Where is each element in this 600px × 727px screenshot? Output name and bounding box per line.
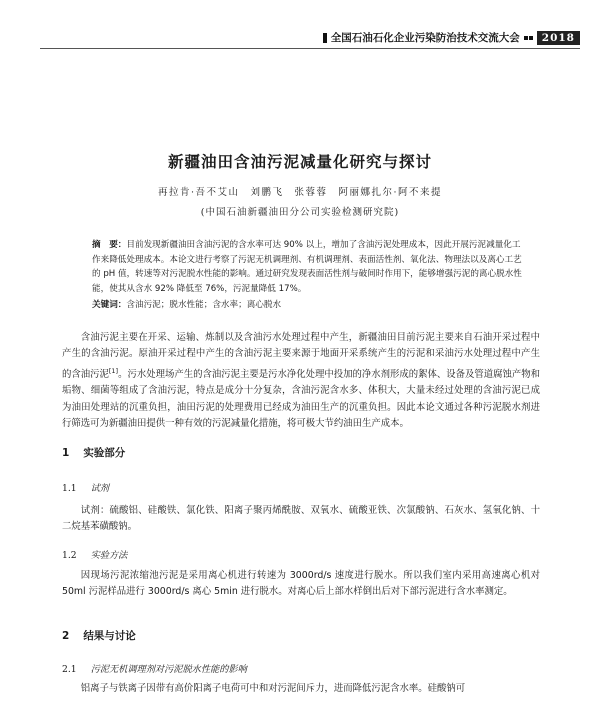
paper-affiliation: (中国石油新疆油田分公司实验检测研究院) bbox=[200, 207, 400, 218]
keywords-text: 含油污泥；脱水性能；含水率；离心脱水 bbox=[126, 300, 282, 310]
keywords bbox=[92, 298, 524, 310]
keywords-label: 关键词： bbox=[92, 300, 127, 310]
section-title: 结果与讨论 bbox=[83, 630, 136, 642]
conference-year: 2018 bbox=[537, 31, 580, 45]
intro-text-a: 含油污泥主要在开采、运输、炼制以及含油污水处理过程中产生，新疆油田目前污泥主要来自石油开采过程中产生的含油污泥。原油开采过程中产生的含油污泥主要来源于地面开采系统产生的污泥和采油污水处理过程中产生的含油污泥 bbox=[62, 332, 540, 380]
subsection-heading bbox=[62, 661, 247, 675]
intro-paragraph bbox=[62, 330, 540, 433]
subsection-number: 2.1 bbox=[62, 664, 77, 675]
conference-name: 全国石油石化企业污染防治技术交流大会 bbox=[330, 32, 520, 44]
paper-authors: 再拉肯·吾不艾山 刘鹏飞 张蓉蓉 阿丽娜扎尔·阿不来提 bbox=[157, 187, 443, 198]
intro-text-b: 。污水处理场产生的含油污泥主要是污水净化处理中投加的净水剂形成的絮体、设备及管道腐蚀产物和垢物、细菌等组成了含油污泥，特点是成分十分复杂，含油污泥含水多、体积大，大量未经过处理的含油污泥已成为油田处理站的沉重负担，油田污泥的处理费用已经成为油田生产的沉重负担。因此本论文通过各种污泥脱水剂进行筛选可为新疆油田提供一种有效的污泥减量化措施，将可极大节约油田生产成本。 bbox=[62, 368, 540, 430]
paper-title: 新疆油田含油污泥减量化研究与探讨 bbox=[167, 153, 432, 171]
method-paragraph: 因现场污泥浓缩池污泥是采用离心机进行转速为 3000rd/s 速度进行脱水。所以我们室内采用高速离心机对 50ml 污泥样品进行 3000rd/s 离心 5min 进行脱水。对离心后上部水样倒出后对下部污泥进行含水率测定。 bbox=[62, 570, 540, 598]
section-heading bbox=[62, 628, 136, 643]
subsection-title: 试剂 bbox=[90, 483, 109, 494]
reagents-paragraph: 试剂：硫酸铝、硅酸铁、氯化铁、阳离子聚丙烯酰胺、双氧水、硫酸亚铁、次氯酸钠、石灰水、氢氧化钠、十二烷基苯磺酸钠。 bbox=[62, 505, 540, 533]
subsection-heading bbox=[62, 547, 127, 561]
abstract-text: 目前发现新疆油田含油污泥的含水率可达 90% 以上，增加了含油污泥处理成本，因此开展污泥减量化工作来降低处理成本。本论文进行考察了污泥无机调理剂、有机调理剂、表面活性剂、氧化法、物理法以及离心工艺的 pH 值，转速等对污泥脱水性能的影响。通过研究发现表面活性剂与破间时作用下，能够增强污泥的离心脱水性能，使其从含水 92% 降低至 76%，污泥量降低 17%。 bbox=[92, 240, 522, 294]
results-paragraph: 铝离子与铁离子因带有高价阳离子电荷可中和对污泥间斥力，进而降低污泥含水率。硅酸钠可 bbox=[80, 683, 466, 694]
subsection-number: 1.1 bbox=[62, 483, 77, 494]
section-title: 实验部分 bbox=[83, 447, 126, 459]
header-dots-icon bbox=[524, 36, 533, 40]
section-number: 1 bbox=[62, 447, 70, 459]
subsection-number: 1.2 bbox=[62, 550, 77, 561]
running-header bbox=[323, 30, 580, 45]
subsection-title: 实验方法 bbox=[90, 550, 128, 561]
section-number: 2 bbox=[62, 630, 70, 642]
subsection-heading bbox=[62, 480, 109, 494]
section-heading bbox=[62, 445, 125, 460]
abstract bbox=[92, 238, 524, 296]
citation-ref: [1] bbox=[108, 366, 119, 375]
header-rule bbox=[40, 48, 580, 49]
subsection-title: 污泥无机调理剂对污泥脱水性能的影响 bbox=[90, 664, 247, 675]
abstract-label: 摘 要： bbox=[92, 240, 127, 250]
header-bar-icon bbox=[323, 33, 327, 43]
